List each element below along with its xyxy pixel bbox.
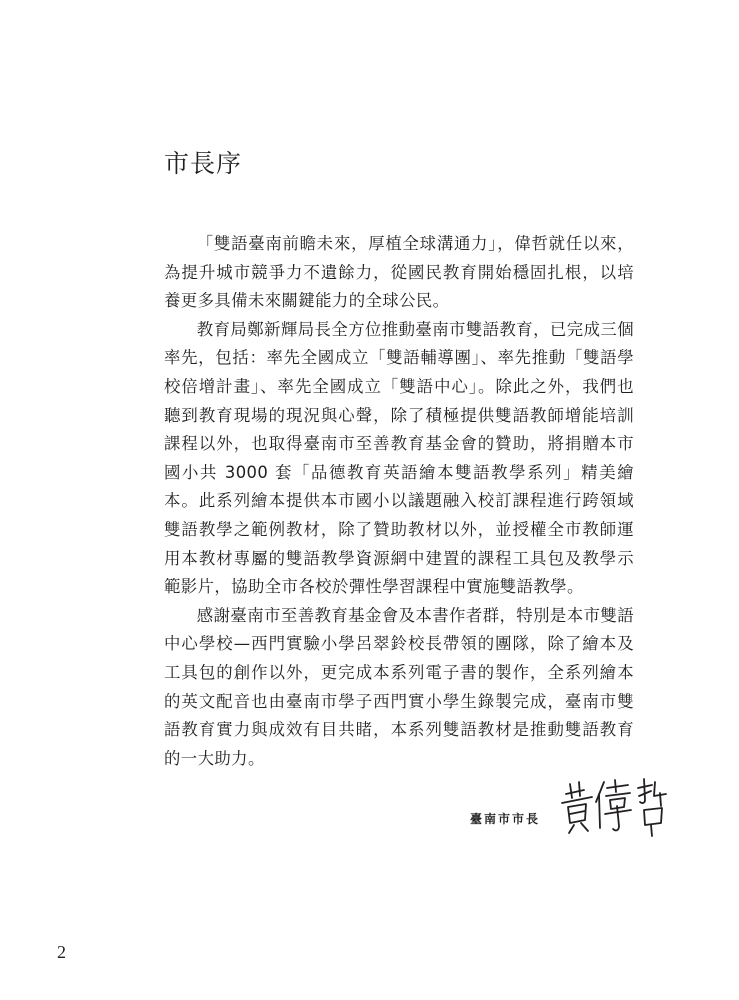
- preface-body: [164, 230, 634, 773]
- paragraph-1: 「雙語臺南前瞻未來，厚植全球溝通力」，偉哲就任以來，為提升城市競爭力不遺餘力，從國民教育開始穩固扎根，以培養更多具備未來關鍵能力的全球公民。: [164, 234, 634, 311]
- paragraph-3: 感謝臺南市至善教育基金會及本書作者群，特別是本市雙語中心學校—西門實驗小學呂翠鈴校長帶領的團隊，除了繪本及工具包的創作以外，更完成本系列電子書的製作，全系列繪本的英文配音也由臺南市學子西門實小學生錄製完成，臺南市雙語教育實力與成效有目共睹，本系列雙語教材是推動雙語教育的一大助力。: [164, 605, 634, 768]
- signer-title: 臺南市市長: [470, 812, 541, 826]
- signature-block: [470, 776, 670, 846]
- page-title: 市長序: [164, 149, 243, 178]
- handwritten-signature: [558, 776, 670, 838]
- page-number: 2: [57, 942, 66, 962]
- paragraph-2: 教育局鄭新輝局長全方位推動臺南市雙語教育，已完成三個率先，包括：率先全國成立「雙語輔導團」、率先推動「雙語學校倍增計畫」、率先全國成立「雙語中心」。除此之外，我們也聽到教育現場的現況與心聲，除了積極提供雙語教師增能培訓課程以外，也取得臺南市至善教育基金會的贊助，將捐贈本市國小共 3000 套「品德教育英語繪本雙語教學系列」精美繪本。此系列繪本提供本市國小以議題融入校訂課程進行跨領域雙語教學之範例教材，除了贊助教材以外，並授權全市教師運用本教材專屬的雙語教學資源網中建置的課程工具包及教學示範影片，協助全市各校於彈性學習課程中實施雙語教學。: [164, 319, 634, 597]
